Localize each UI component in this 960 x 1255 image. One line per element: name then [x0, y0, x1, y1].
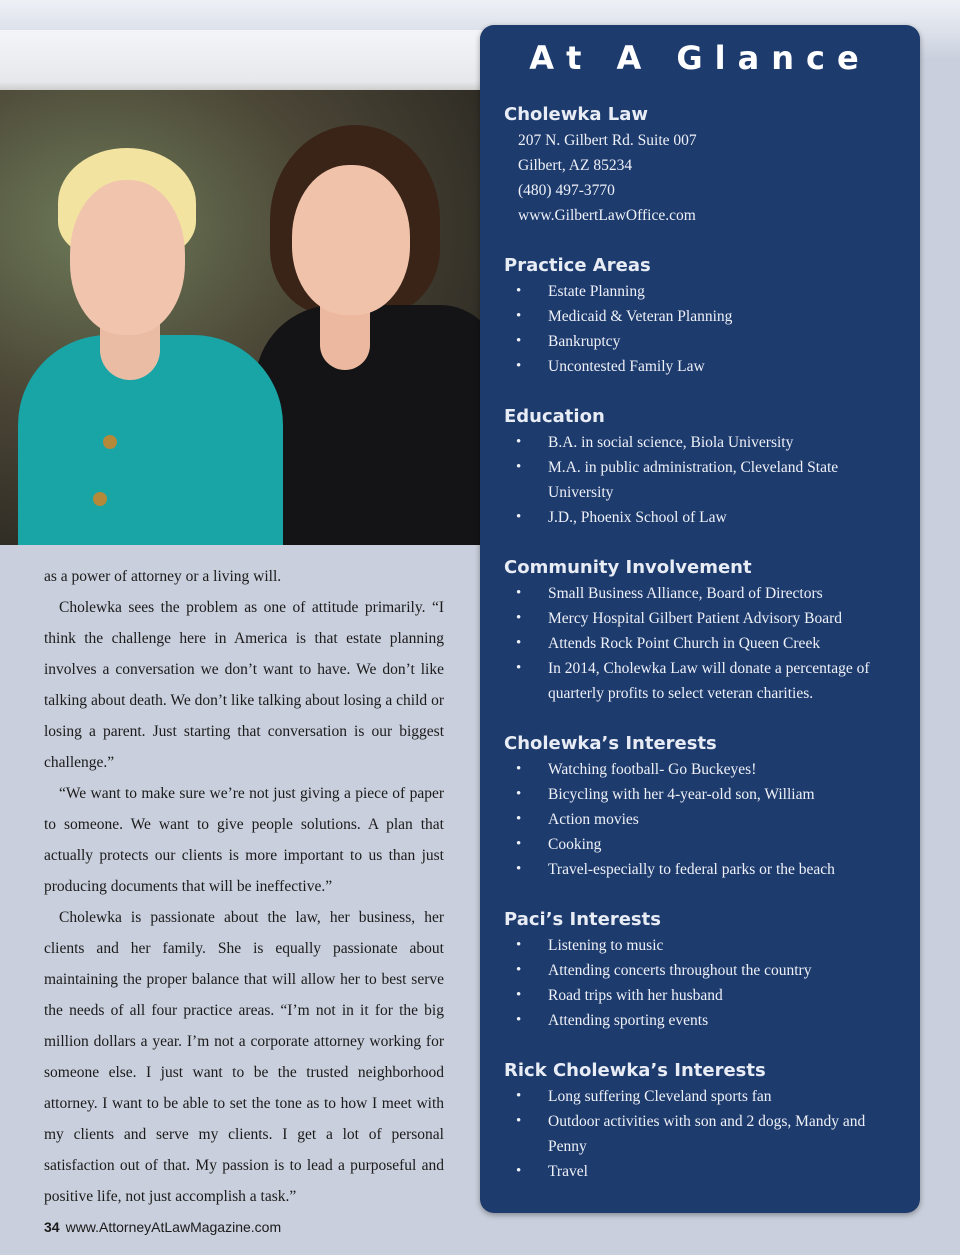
list-item: • M.A. in public administration, Cleveland State University: [504, 455, 848, 505]
list-item: • Cooking: [504, 832, 904, 857]
article-paragraph: “We want to make sure we’re not just giving a piece of paper to someone. We want to give people solutions. A plan that actually protects our clients is more important to us than just producing documents that will be ineffective.”: [44, 785, 444, 895]
list-item: • Attending concerts throughout the country: [504, 958, 904, 983]
firm-section: [504, 102, 904, 228]
footer-url[interactable]: www.AttorneyAtLawMagazine.com: [65, 1219, 282, 1235]
firm-phone: (480) 497-3770: [518, 182, 615, 199]
section-heading: Rick Cholewka’s Interests: [504, 1060, 766, 1081]
list-item: • Action movies: [504, 807, 904, 832]
section-heading: Education: [504, 406, 605, 427]
list-item: • Long suffering Cleveland sports fan: [504, 1084, 904, 1109]
cholewka-interests-section: [504, 731, 904, 882]
section-heading: Paci’s Interests: [504, 909, 661, 930]
paci-interests-section: [504, 907, 904, 1033]
page-number: 34: [44, 1219, 60, 1235]
portrait-photo: [0, 30, 500, 545]
rick-interests-section: [504, 1058, 904, 1184]
article-body: [44, 561, 444, 1212]
article-paragraph: Cholewka sees the problem as one of attitude primarily. “I think the challenge here in America is that estate planning involves a conversation we don’t want to have. We don’t like talking about death. We don’t like talking about losing a child or losing a parent. Just starting that conversation is our biggest challenge.”: [44, 599, 444, 771]
list-item: • B.A. in social science, Biola University: [504, 430, 904, 455]
list-item: • Travel-especially to federal parks or the beach: [504, 857, 904, 882]
at-a-glance-panel: [480, 25, 920, 1213]
list-item: • J.D., Phoenix School of Law: [504, 505, 904, 530]
list-item: • Listening to music: [504, 933, 904, 958]
list-item: • Road trips with her husband: [504, 983, 904, 1008]
firm-website: www.GilbertLawOffice.com: [518, 207, 696, 224]
list-item: • Small Business Alliance, Board of Directors: [504, 581, 904, 606]
education-section: [504, 404, 904, 530]
list-item: • Uncontested Family Law: [504, 354, 904, 379]
section-heading: Cholewka Law: [504, 104, 649, 125]
list-item: • Outdoor activities with son and 2 dogs, Mandy and Penny: [504, 1109, 898, 1159]
list-item: • Bicycling with her 4-year-old son, William: [504, 782, 904, 807]
firm-address: 207 N. Gilbert Rd. Suite 007: [518, 132, 697, 149]
section-heading: Practice Areas: [504, 255, 651, 276]
list-item: • In 2014, Cholewka Law will donate a percentage of quarterly profits to select veteran charities.: [504, 656, 898, 706]
list-item: • Attends Rock Point Church in Queen Creek: [504, 631, 904, 656]
list-item: • Bankruptcy: [504, 329, 904, 354]
firm-city: Gilbert, AZ 85234: [518, 157, 633, 174]
community-section: [504, 555, 904, 706]
section-heading: Community Involvement: [504, 557, 752, 578]
panel-title: At A Glance: [529, 39, 871, 77]
list-item: • Watching football- Go Buckeyes!: [504, 757, 904, 782]
practice-areas-section: [504, 253, 904, 379]
page-footer: [44, 1219, 281, 1235]
list-item: • Estate Planning: [504, 279, 904, 304]
article-paragraph: as a power of attorney or a living will.: [44, 568, 282, 585]
list-item: • Attending sporting events: [504, 1008, 904, 1033]
list-item: • Medicaid & Veteran Planning: [504, 304, 904, 329]
list-item: • Travel: [504, 1159, 904, 1184]
list-item: • Mercy Hospital Gilbert Patient Advisory Board: [504, 606, 904, 631]
article-paragraph: Cholewka is passionate about the law, her business, her clients and her family. She is equally passionate about maintaining the proper balance that will allow her to best serve the needs of all four practice areas. “I’m not in it for the big million dollars a year. I’m not a corporate attorney working for someone else. I just want to be the trusted neighborhood attorney. I want to be able to set the tone as to how I meet with my clients and serve my clients. I get a lot of personal satisfaction out of that. My passion is to lead a purposeful and positive life, not just accomplish a task.”: [44, 909, 444, 1205]
section-heading: Cholewka’s Interests: [504, 733, 717, 754]
